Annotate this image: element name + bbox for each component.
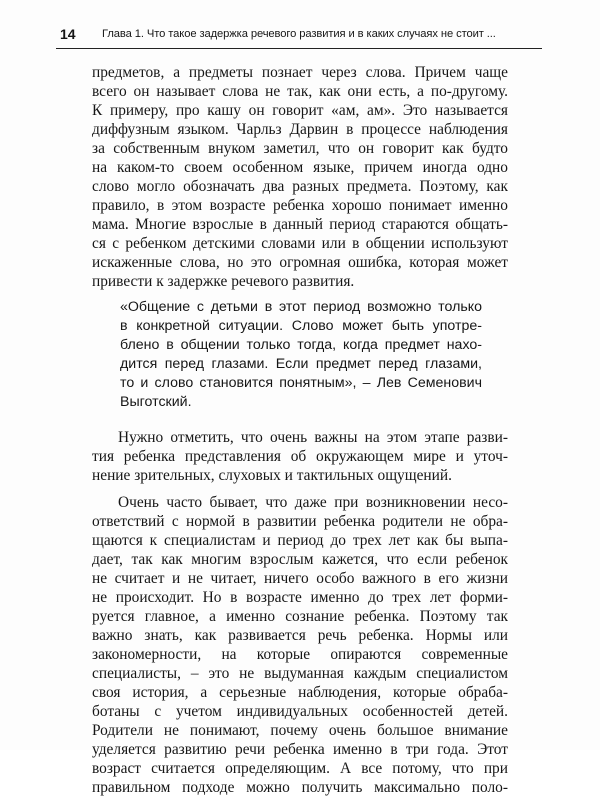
text-line: уделяется развитию речи ребенка именно в три года. Этот	[92, 741, 508, 758]
text-line: слово могло обозначать два разных предмета. Поэтому, как	[92, 178, 508, 195]
quote-line: то и слово становится понятным», – Лев Семенович	[120, 375, 482, 391]
text-line: ответствий с нормой в развитии ребенка родители не обра-	[92, 513, 508, 530]
text-line: не считает и не читает, ничего особо важного в его жизни	[92, 570, 508, 587]
paragraph-2	[92, 428, 508, 485]
quote-line: блено в общении только тогда, когда предмет нахо-	[120, 337, 482, 353]
text-line: Очень часто бывает, что даже при возникновении несо-	[118, 494, 508, 511]
text-line: дает, так как многим взрослым кажется, что если ребенок	[92, 551, 508, 568]
text-line: важно знать, как развивается речь ребенка. Нормы или	[92, 627, 508, 644]
text-line: К примеру, про кашу он говорит «ам, ам». Это называется	[92, 102, 508, 119]
text-line: щаются к специалистам и период до трех лет как бы выпа-	[92, 532, 508, 549]
quote-line: «Общение с детьми в этот период возможно только	[120, 299, 482, 315]
text-line: всего он называет слова не так, как они есть, а по-другому.	[92, 83, 508, 100]
text-line: возраст считается определяющим. А все потому, что при	[92, 760, 508, 777]
paragraph-1	[92, 63, 508, 291]
text-line: нение зрительных, слуховых и тактильных ощущений.	[92, 467, 452, 484]
text-line: закономерности, на которые опираются современные	[92, 646, 508, 663]
text-line: мама. Многие взрослые в данный период стараются общать-	[92, 216, 508, 233]
quote-line: Выготский.	[120, 394, 192, 410]
text-line: диффузным языком. Чарльз Дарвин в процессе наблюдения	[92, 121, 508, 138]
text-line: правильном подходе можно получить максимально поло-	[92, 779, 508, 796]
text-line: ся с ребенком детскими словами или в общении используют	[92, 235, 508, 252]
vygotsky-quote	[120, 298, 482, 412]
quote-line: в конкретной ситуации. Слово может быть употре-	[120, 318, 482, 334]
text-line: искаженные слова, но это огромная ошибка, которая может	[92, 254, 508, 271]
text-line: предметов, а предметы познает через слова. Причем чаще	[92, 64, 508, 81]
paragraph-3	[92, 493, 508, 797]
text-line: ботаны с учетом индивидуальных особенностей детей.	[92, 703, 508, 720]
text-line: за собственным внуком заметил, что он говорит как будто	[92, 140, 508, 157]
text-line: своя история, а серьезные наблюдения, которые обраба-	[92, 684, 508, 701]
text-line: специалисты, – это не выдуманная каждым специалистом	[92, 665, 508, 682]
text-line: Родители не понимают, почему очень большое внимание	[92, 722, 508, 739]
page-number: 14	[60, 26, 76, 42]
body-text	[92, 63, 508, 797]
running-title: Глава 1. Что такое задержка речевого развития и в каких случаях не стоит ...	[102, 28, 496, 40]
text-line: тия ребенка представления об окружающем мире и уточ-	[92, 448, 508, 465]
quote-line: дится перед глазами. Если предмет перед глазами,	[120, 356, 482, 372]
page-header	[56, 26, 542, 49]
text-line: правило, в этом возрасте ребенка хорошо понимает именно	[92, 197, 508, 214]
text-line: Нужно отметить, что очень важны на этом этапе разви-	[118, 429, 508, 446]
paragraph-gap	[92, 485, 508, 493]
text-line: руется главное, а именно сознание ребенка. Поэтому так	[92, 608, 508, 625]
paragraph-gap	[92, 412, 508, 428]
text-line: на каком-то своем особенном языке, причем иногда одно	[92, 159, 508, 176]
text-line: не происходит. Но в возрасте именно до трех лет форми-	[92, 589, 508, 606]
text-line: привести к задержке речевого развития.	[92, 273, 355, 290]
